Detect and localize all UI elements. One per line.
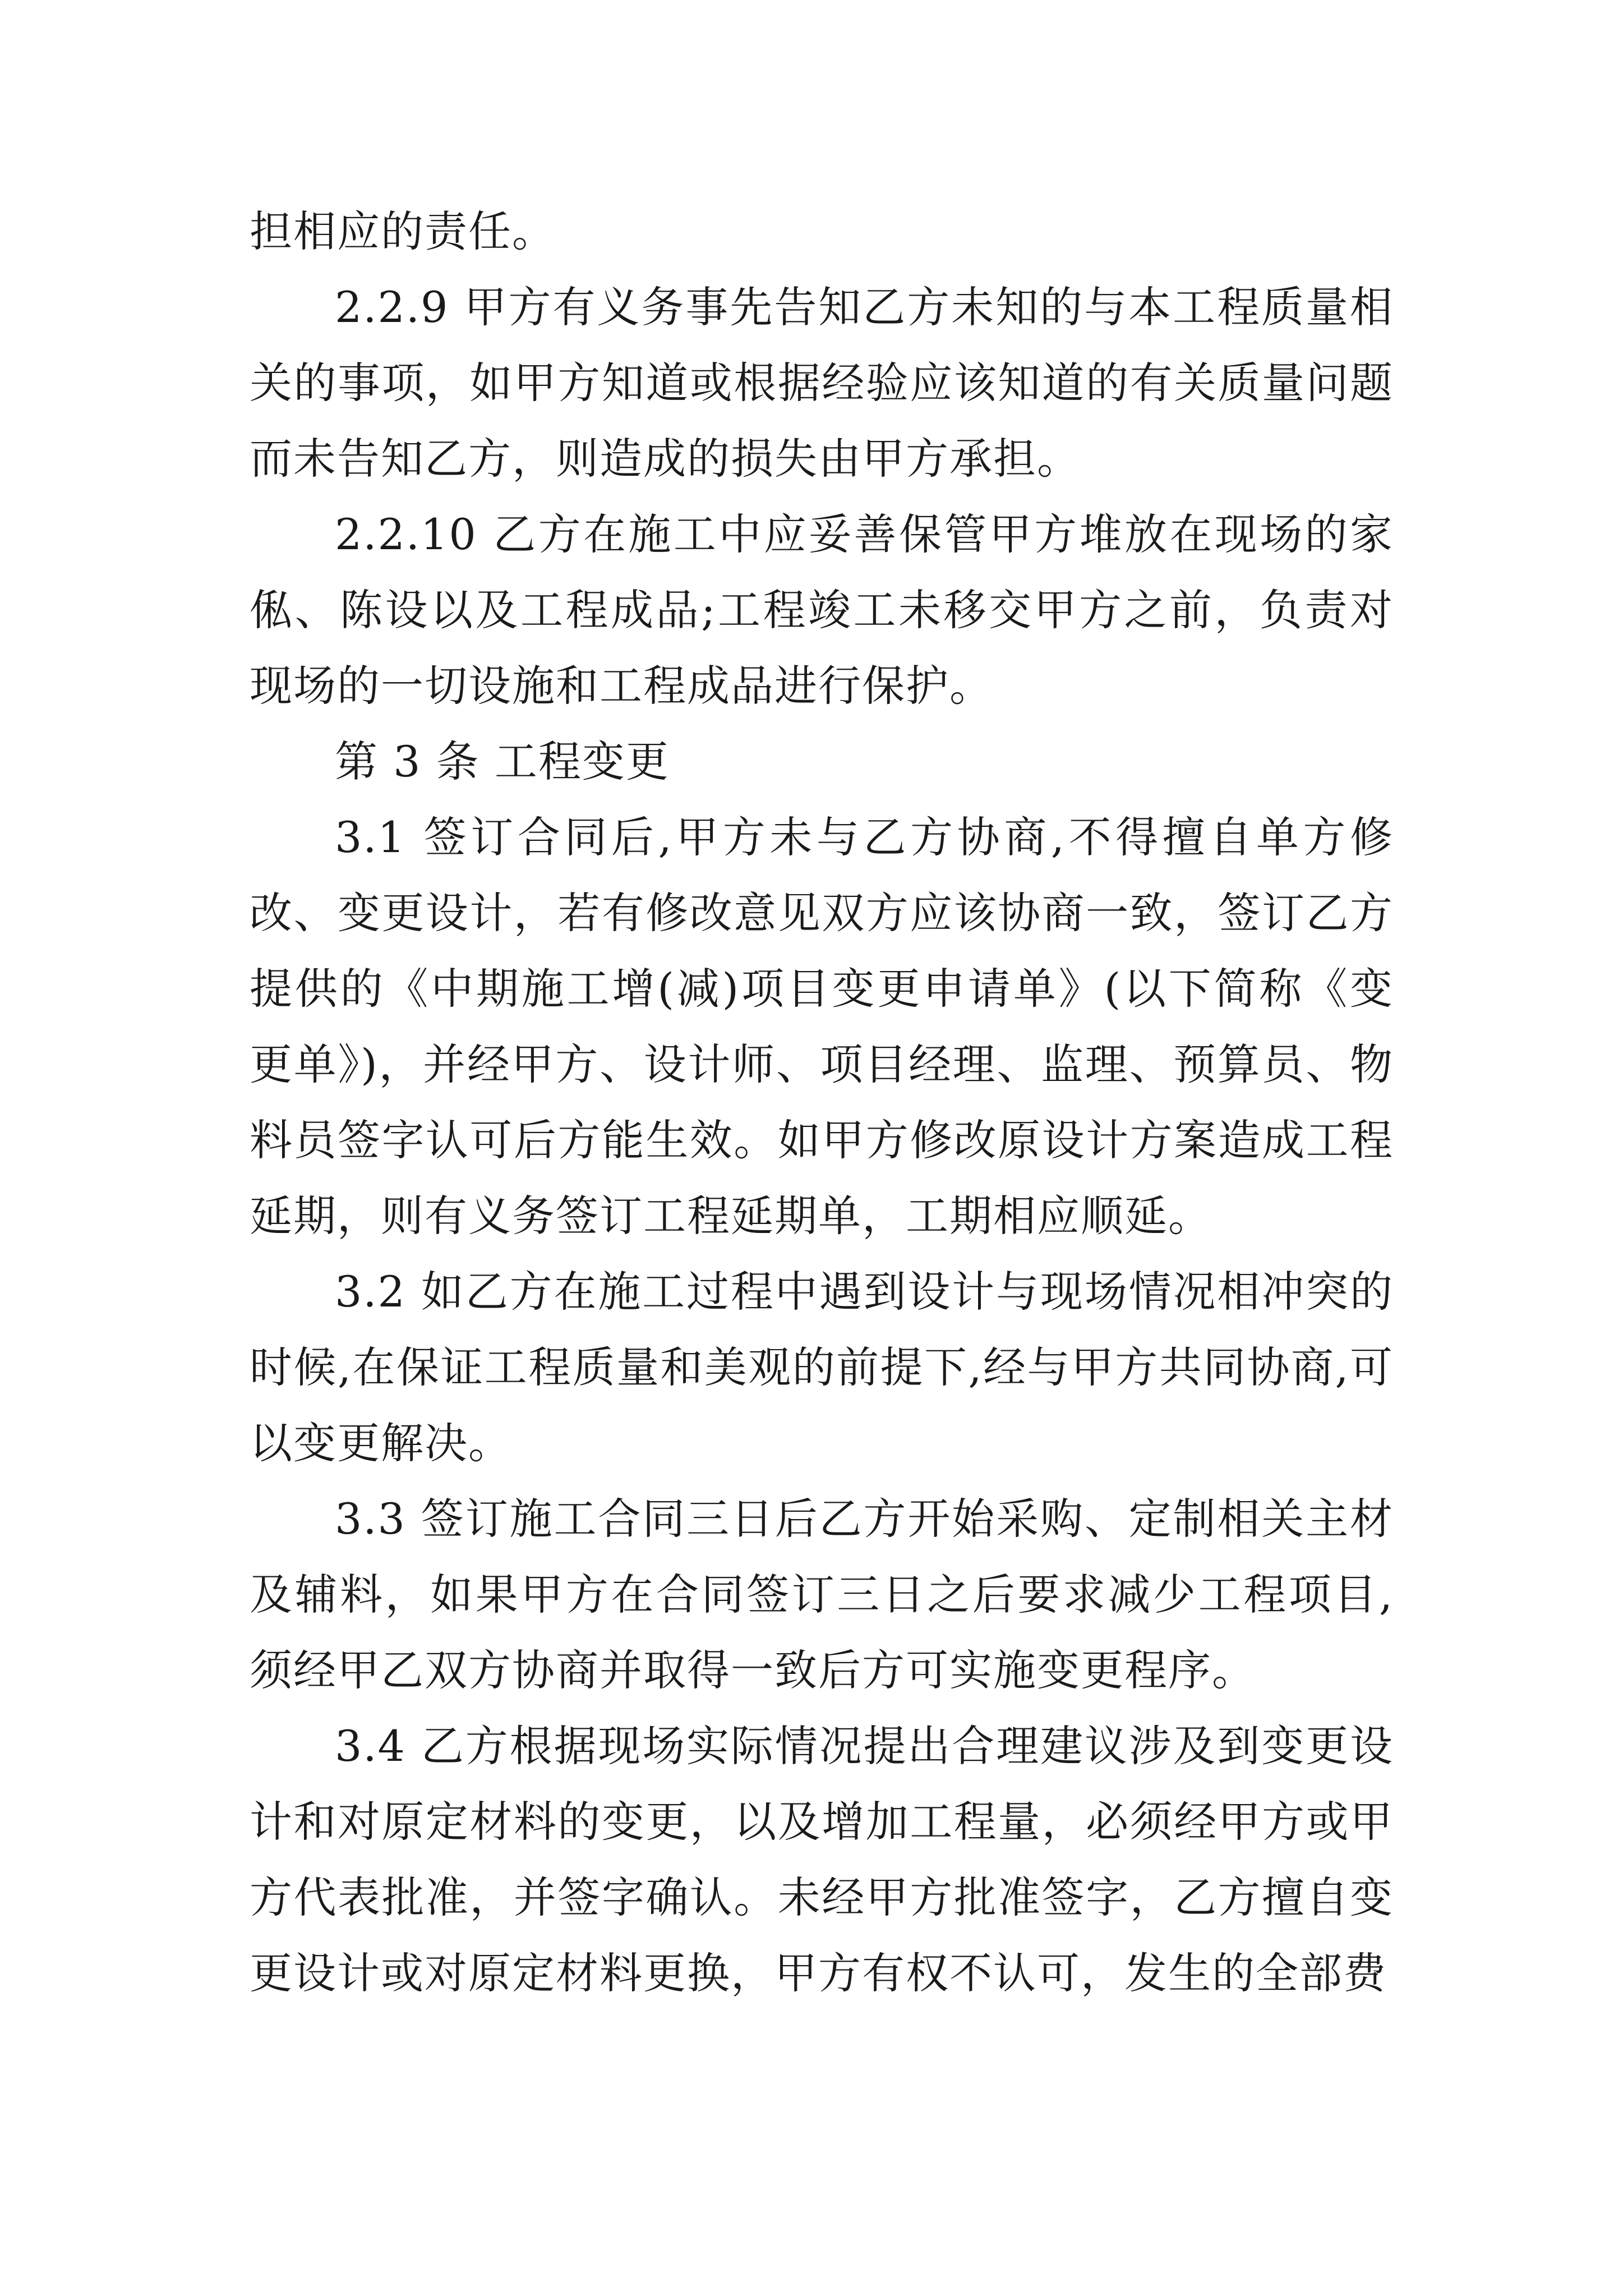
contract-text <box>250 194 1394 2011</box>
paragraph-continuation: 担相应的责任。 <box>250 206 556 256</box>
paragraph-2-2-10: 2.2.10 乙方在施工中应妥善保管甲方堆放在现场的家俬、陈设以及工程成品;工程竣工未移交甲方之前，负责对现场的一切设施和工程成品进行保护。 <box>250 509 1394 711</box>
section-heading-article-3: 第 3 条 工程变更 <box>335 737 670 786</box>
paragraph-3-2: 3.2 如乙方在施工过程中遇到设计与现场情况相冲突的时候,在保证工程质量和美观的前提下,经与甲方共同协商,可以变更解决。 <box>250 1267 1394 1468</box>
paragraph-3-1: 3.1 签订合同后,甲方未与乙方协商,不得擅自单方修改、变更设计，若有修改意见双方应该协商一致，签订乙方提供的《中期施工增(减)项目变更申请单》(以下简称《变更单》)，并经甲方、设计师、项目经理、监理、预算员、物料员签字认可后方能生效。如甲方修改原设计方案造成工程延期，则有义务签订工程延期单，工期相应顺延。 <box>250 812 1394 1241</box>
paragraph-3-3: 3.3 签订施工合同三日后乙方开始采购、定制相关主材及辅料，如果甲方在合同签订三日之后要求减少工程项目,须经甲乙双方协商并取得一致后方可实施变更程序。 <box>250 1494 1394 1695</box>
paragraph-2-2-9: 2.2.9 甲方有义务事先告知乙方未知的与本工程质量相关的事项，如甲方知道或根据经验应该知道的有关质量问题而未告知乙方，则造成的损失由甲方承担。 <box>250 282 1394 484</box>
paragraph-3-4: 3.4 乙方根据现场实际情况提出合理建议涉及到变更设计和对原定材料的变更，以及增加工程量，必须经甲方或甲方代表批准，并签字确认。未经甲方批准签字，乙方擅自变更设计或对原定材料更换，甲方有权不认可，发生的全部费 <box>250 1721 1394 1998</box>
